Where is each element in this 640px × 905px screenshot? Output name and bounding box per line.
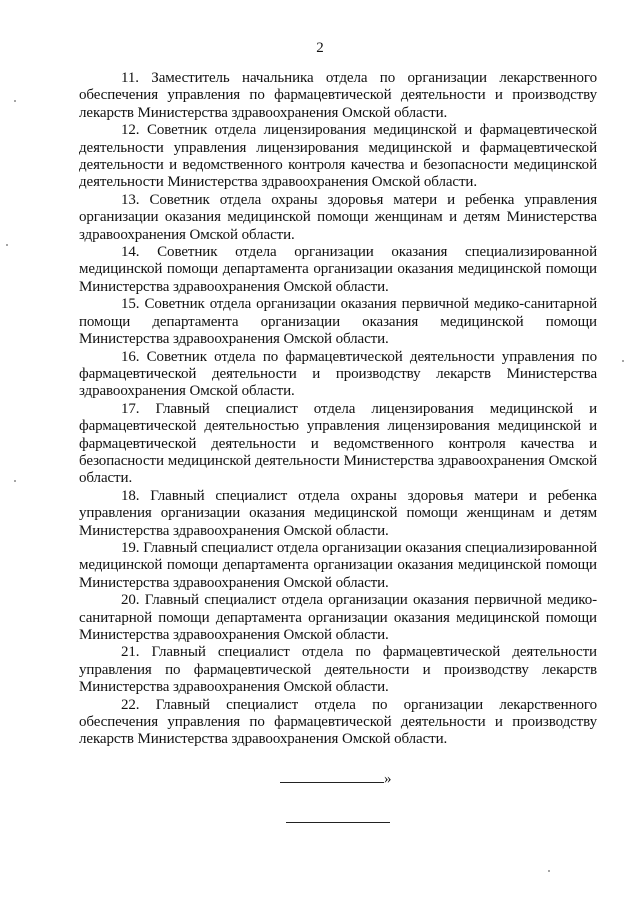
- scan-speck: [548, 870, 550, 872]
- closing-line: [280, 770, 392, 788]
- page-number: 2: [316, 40, 324, 56]
- scan-speck: [622, 360, 624, 362]
- list-item: 15. Советник отдела организации оказания первичной медико-санитарной помощи департамента организации оказания медицинской помощи Министерства здравоохранения Омской области.: [79, 296, 597, 348]
- scan-speck: [14, 100, 16, 102]
- scan-speck: [14, 480, 16, 482]
- list-item: 18. Главный специалист отдела охраны здоровья матери и ребенка управления организации оказания медицинской помощи женщинам и детям Министерства здравоохранения Омской области.: [79, 487, 597, 539]
- separator-rule: [286, 822, 390, 823]
- list-item: 13. Советник отдела охраны здоровья матери и ребенка управления организации оказания медицинской помощи женщинам и детям Министерства здравоохранения Омской области.: [79, 191, 597, 243]
- scan-speck: [6, 244, 8, 246]
- list-item: 20. Главный специалист отдела организации оказания первичной медико-санитарной помощи департамента организации оказания медицинской помощи Министерства здравоохранения Омской области.: [79, 592, 597, 643]
- list-item: 12. Советник отдела лицензирования медицинской и фармацевтической деятельности управления лицензирования медицинской и фармацевтической деятельности и ведомственного контроля качества и безопасности медицинской деятельности Министерства здравоохранения Омской области.: [79, 122, 597, 191]
- list-item: 17. Главный специалист отдела лицензирования медицинской и фармацевтической деятельностью управления лицензирования медицинской и фармацевтической деятельности и ведомственного контроля качества и безопасности медицинской деятельности Министерства здравоохранения Омской области.: [79, 400, 597, 487]
- list-item: 11. Заместитель начальника отдела по организации лекарственного обеспечения управления по фармацевтической деятельности и производству лекарств Министерства здравоохранения Омской области.: [79, 70, 597, 121]
- list-item: 16. Советник отдела по фармацевтической деятельности управления по фармацевтической деятельности и производству лекарств Министерства здравоохранения Омской области.: [79, 348, 597, 400]
- document-body: [79, 70, 597, 749]
- list-item: 19. Главный специалист отдела организации оказания специализированной медицинской помощи департамента организации оказания медицинской помощи Министерства здравоохранения Омской области.: [79, 539, 597, 591]
- signature-line: [280, 770, 384, 783]
- list-item: 21. Главный специалист отдела по фармацевтической деятельности управления по фармацевтической деятельности и производству лекарств Министерства здравоохранения Омской области.: [79, 644, 597, 696]
- closing-quote: »: [384, 771, 392, 787]
- list-item: 14. Советник отдела организации оказания специализированной медицинской помощи департамента организации оказания медицинской помощи Министерства здравоохранения Омской области.: [79, 244, 597, 295]
- list-item: 22. Главный специалист отдела по организации лекарственного обеспечения управления по фармацевтической деятельности и производству лекарств Министерства здравоохранения Омской области.: [79, 696, 597, 748]
